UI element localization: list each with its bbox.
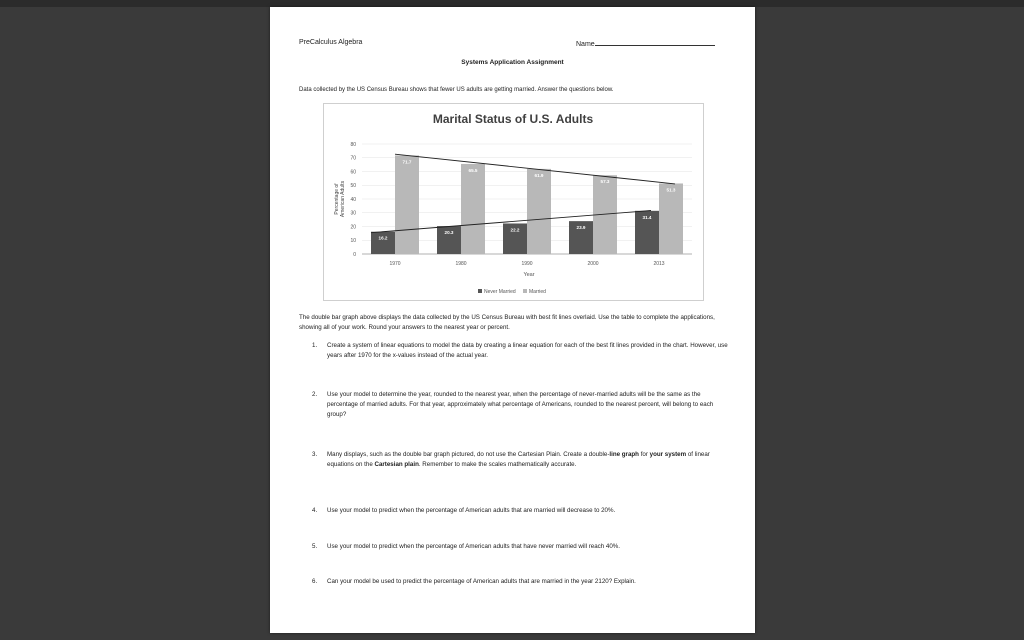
intro-text: Data collected by the US Census Bureau shows that fewer US adults are getting married. Answer the questions below. (299, 87, 614, 93)
marital-status-chart (324, 104, 703, 300)
data-label: 20.3 (444, 230, 454, 236)
question-number: 4. (312, 507, 318, 514)
data-label: 16.2 (378, 235, 388, 241)
data-label: 57.3 (600, 179, 610, 185)
y-tick-label: 0 (353, 251, 356, 258)
y-axis-label-line2: American Adults (340, 180, 346, 218)
y-tick-label: 30 (350, 210, 356, 217)
legend-swatch-never-married (478, 289, 482, 293)
y-axis-ticks (350, 142, 356, 258)
question-text: Many displays, such as the double bar graph pictured, do not use the Cartesian Plain. Create a double-line graph for your system of linear equations on the Cartesian plain. Remember to make the scales mathematically accurate. (327, 451, 710, 468)
data-label: 51.3 (666, 187, 676, 193)
data-label: 23.9 (576, 225, 586, 231)
data-label: 71.7 (402, 159, 412, 165)
question-text: Use your model to predict when the percentage of American adults that are married will decrease to 20%. (327, 507, 616, 514)
x-tick-label: 2013 (653, 261, 665, 267)
x-axis-ticks (389, 261, 664, 267)
y-tick-label: 70 (350, 155, 356, 162)
question-text: Create a system of linear equations to model the data by creating a linear equation for each of the best fit lines provided in the chart. However, use years after 1970 for the x-values instead of the actual year. (327, 342, 728, 359)
data-label: 31.4 (642, 214, 652, 220)
question-number: 5. (312, 543, 318, 550)
y-tick-label: 40 (350, 196, 356, 203)
instructions-paragraph: The double bar graph above displays the data collected by the US Census Bureau with best fit lines overlaid. Use the table to complete the applications, showing all of your work. Round your answers to the nearest year or percent. (299, 314, 715, 331)
assignment-title: Systems Application Assignment (461, 59, 564, 66)
data-label: 61.9 (534, 172, 544, 178)
x-tick-label: 1990 (521, 261, 533, 267)
x-axis-label: Year (523, 272, 535, 278)
data-label: 22.2 (510, 227, 520, 233)
bar-married (659, 183, 683, 254)
chart-container (323, 103, 704, 301)
bar-married (527, 169, 551, 254)
x-tick-label: 1980 (455, 261, 467, 267)
window-top-bar (0, 0, 1024, 7)
legend (478, 289, 546, 295)
document-page (270, 7, 755, 633)
legend-never-married: Never Married (484, 289, 516, 295)
legend-married: Married (529, 289, 546, 295)
data-label: 65.5 (468, 167, 478, 173)
y-tick-label: 50 (350, 183, 356, 190)
y-axis-label-line1: Percentage of (334, 183, 340, 215)
question-number: 3. (312, 451, 318, 458)
question-text: Use your model to determine the year, rounded to the nearest year, when the percentage of never-married adults will be the same as the percentage of married adults. For that year, approximately what percentage of Americans, rounded to the nearest percent, will belong to each group? (327, 391, 714, 418)
chart-title: Marital Status of U.S. Adults (432, 112, 594, 126)
y-tick-label: 20 (350, 224, 356, 231)
legend-swatch-married (523, 289, 527, 293)
question-text: Use your model to predict when the percentage of American adults that have never married will reach 40%. (327, 543, 621, 550)
bar-married (395, 155, 419, 254)
name-field (576, 39, 715, 48)
question-number: 6. (312, 578, 318, 585)
question-number: 2. (312, 391, 318, 398)
course-title: PreCalculus Algebra (299, 39, 363, 46)
y-tick-label: 60 (350, 169, 356, 176)
bars (371, 155, 683, 254)
x-tick-label: 2000 (587, 261, 599, 267)
x-tick-label: 1970 (389, 261, 401, 267)
question-text: Can your model be used to predict the percentage of American adults that are married in the year 2120? Explain. (327, 578, 636, 585)
name-blank-line (595, 39, 715, 46)
y-tick-label: 80 (350, 141, 356, 148)
bar-married (461, 164, 485, 254)
question-number: 1. (312, 342, 318, 349)
y-tick-label: 10 (350, 238, 356, 245)
name-label: Name (576, 41, 595, 48)
